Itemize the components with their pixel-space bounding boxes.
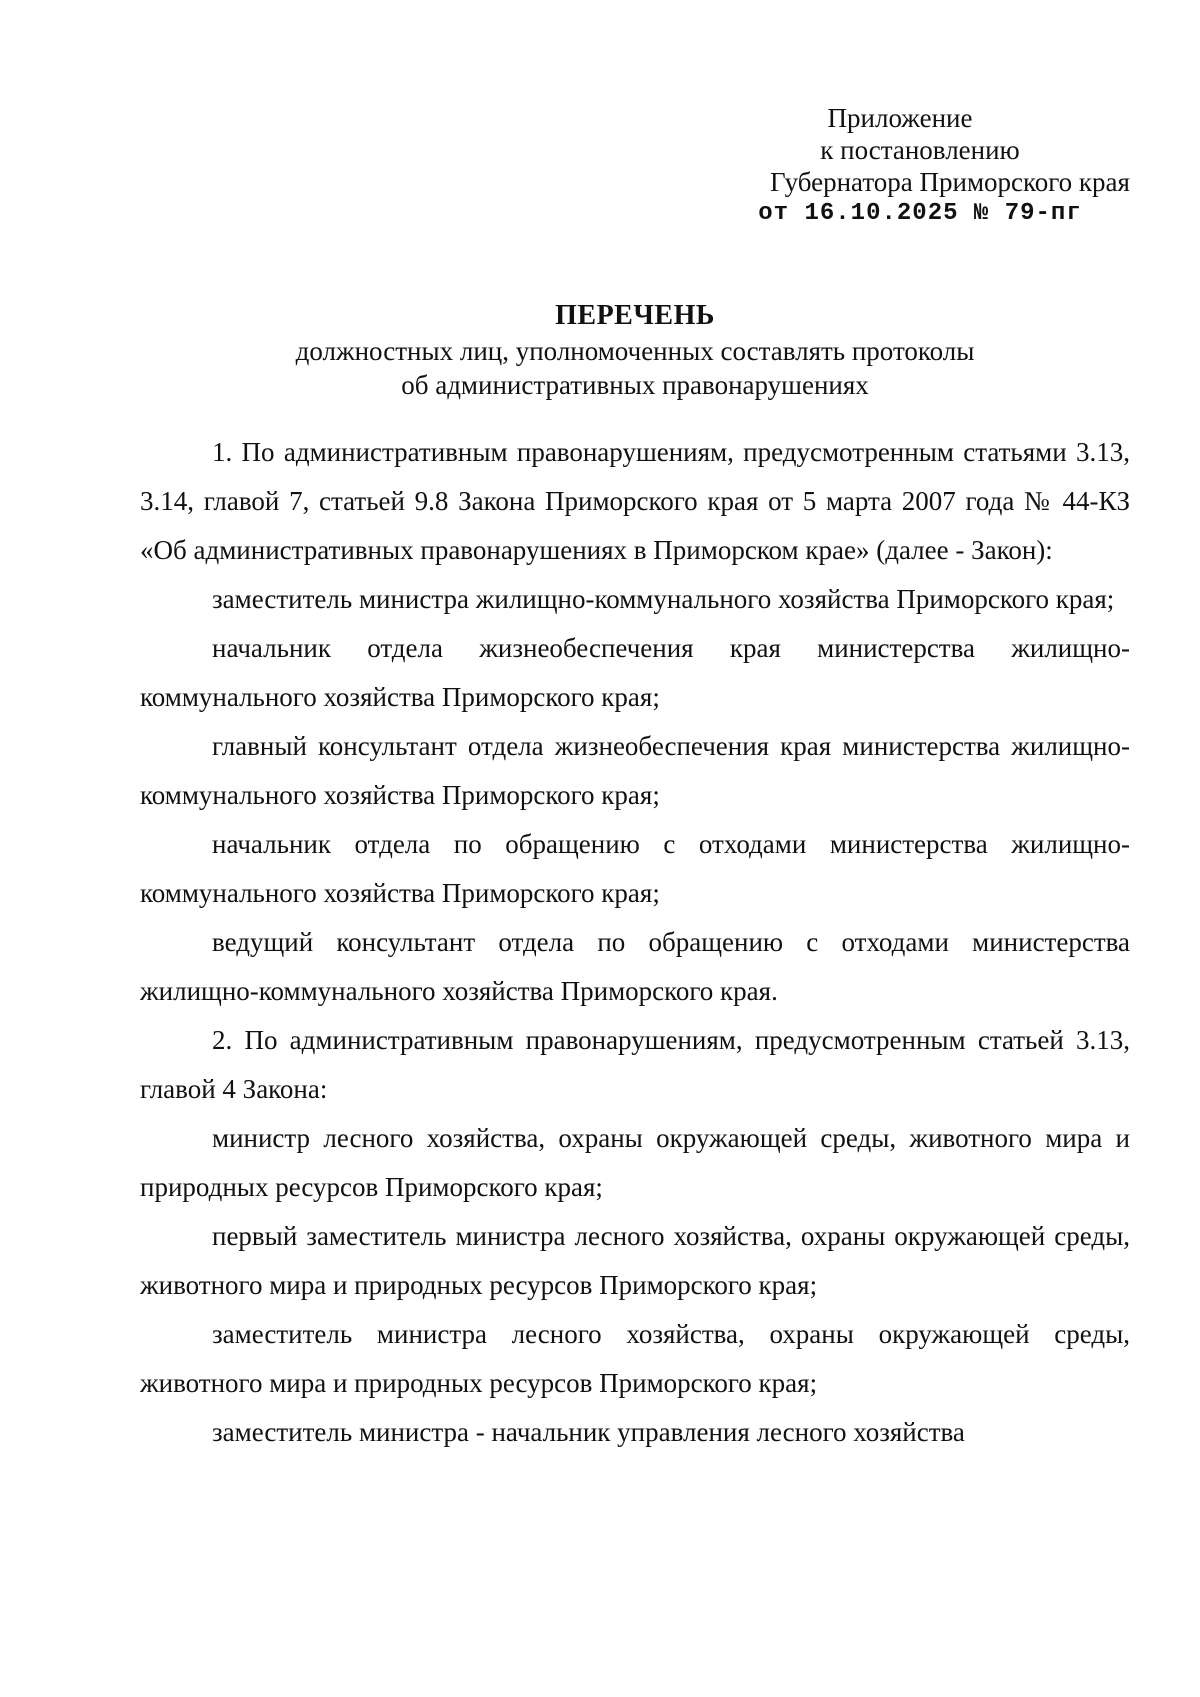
paragraph-9: первый заместитель министра лесного хозяйства, охраны окружающей среды, животного мира и природных ресурсов Приморского края; xyxy=(140,1221,1130,1300)
paragraph-11: заместитель министра - начальник управления лесного хозяйства xyxy=(212,1417,965,1447)
paragraph-10: заместитель министра лесного хозяйства, охраны окружающей среды, животного мира и природных ресурсов Приморского края; xyxy=(140,1319,1130,1398)
annex-authority: Губернатора Приморского края xyxy=(770,167,1130,197)
paragraph-1: 1. По административным правонарушениям, предусмотренным статьями 3.13, 3.14, главой 7, статьей 9.8 Закона Приморского края от 5 марта 2007 года № 44-КЗ «Об административных правонарушениях в Приморском крае» (далее - Закон): xyxy=(140,437,1130,565)
paragraph-7: 2. По административным правонарушениям, предусмотренным статьей 3.13, главой 4 Закона: xyxy=(140,1025,1130,1104)
annex-label: Приложение xyxy=(827,103,973,133)
paragraph-2: заместитель министра жилищно-коммунального хозяйства Приморского края; xyxy=(212,584,1115,614)
paragraph-4: главный консультант отдела жизнеобеспечения края министерства жилищно-коммунального хозяйства Приморского края; xyxy=(140,731,1130,810)
paragraph-8: министр лесного хозяйства, охраны окружающей среды, животного мира и природных ресурсов Приморского края; xyxy=(140,1123,1130,1202)
document-title: ПЕРЕЧЕНЬ xyxy=(555,300,715,331)
paragraph-6: ведущий консультант отдела по обращению с отходами министерства жилищно-коммунального хозяйства Приморского края. xyxy=(140,927,1130,1006)
document-body xyxy=(140,428,1130,1457)
paragraph-3: начальник отдела жизнеобеспечения края министерства жилищно-коммунального хозяйства Приморского края; xyxy=(140,633,1130,712)
paragraph-5: начальник отдела по обращению с отходами министерства жилищно-коммунального хозяйства Приморского края; xyxy=(140,829,1130,908)
annex-reference: к постановлению xyxy=(820,135,1020,165)
document-subtitle-line-2: об административных правонарушениях xyxy=(401,370,869,400)
document-heading xyxy=(140,298,1130,402)
document-subtitle-line-1: должностных лиц, уполномоченных составлять протоколы xyxy=(295,336,975,366)
annex-header xyxy=(730,102,1130,230)
annex-date-number: от 16.10.2025 № 79-пг xyxy=(758,200,1082,227)
